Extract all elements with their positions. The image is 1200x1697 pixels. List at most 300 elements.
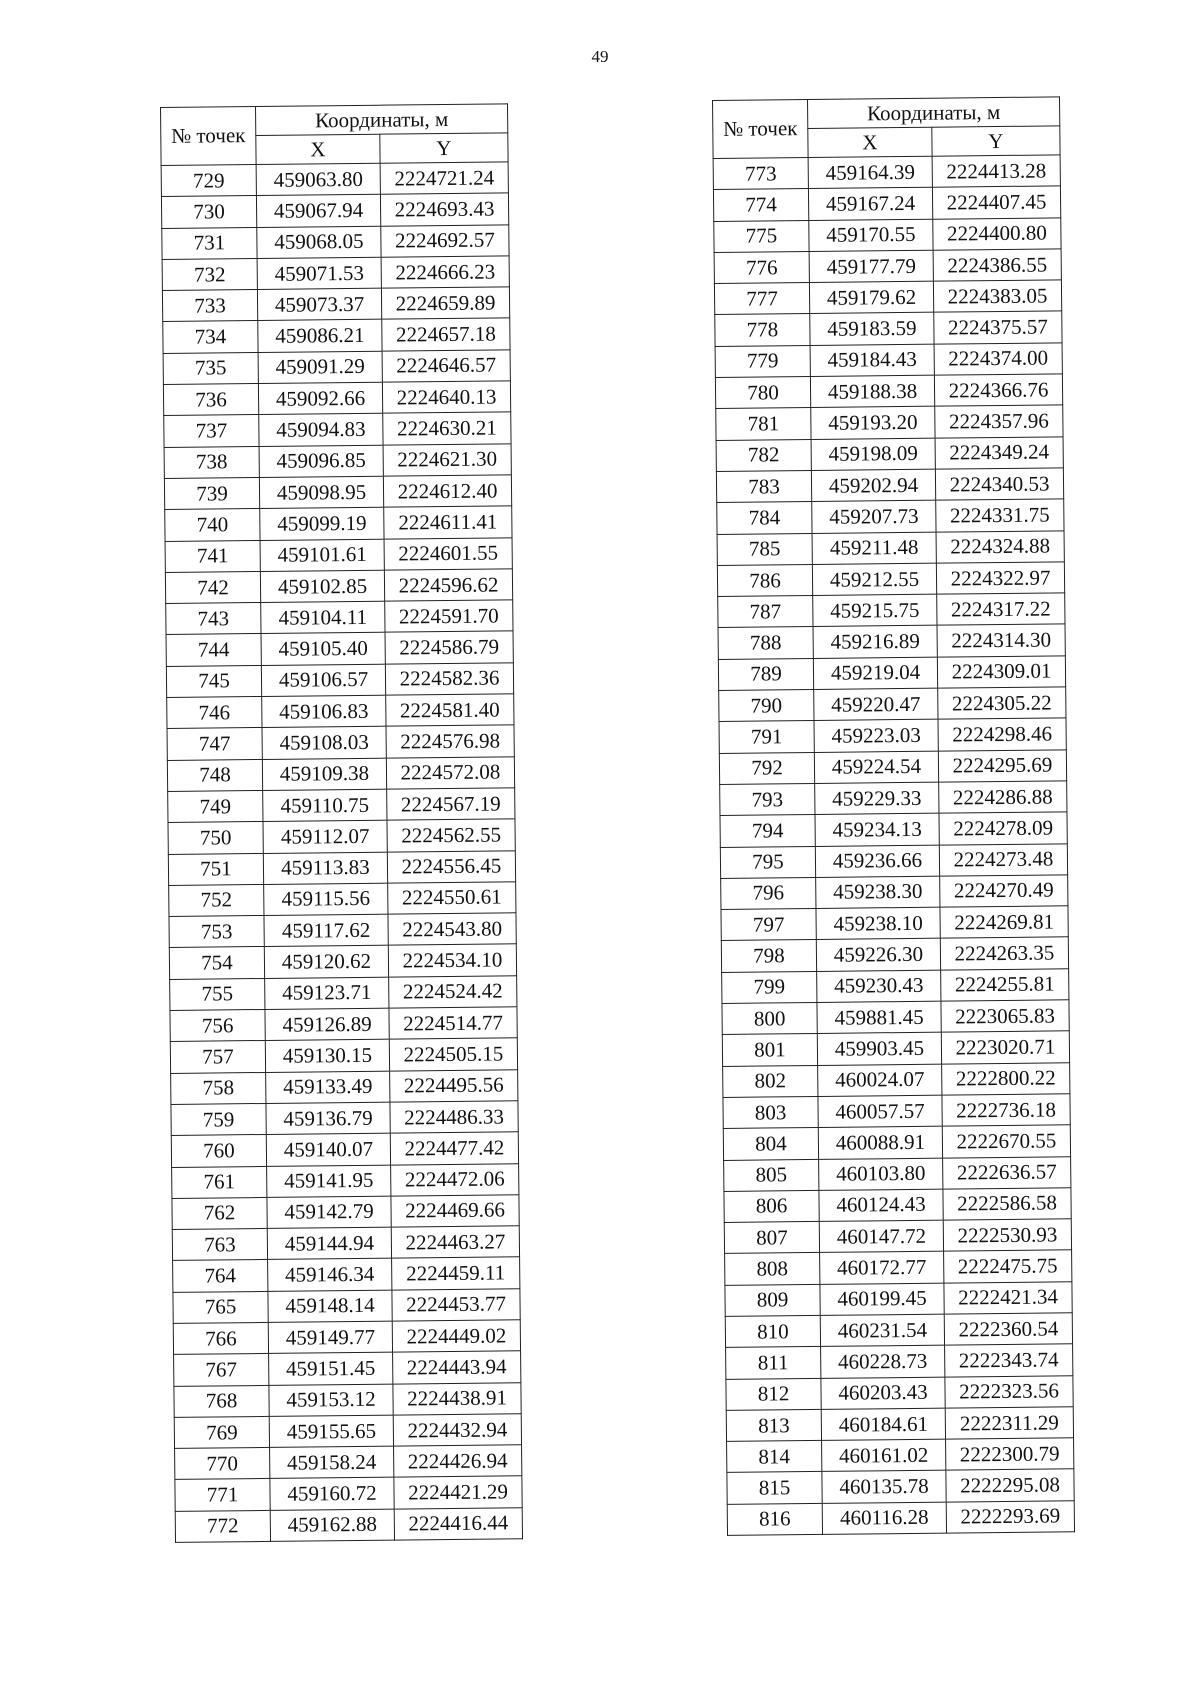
point-number-cell: 805 [724,1159,819,1191]
point-number-cell: 816 [727,1503,822,1535]
x-coordinate-cell: 459123.71 [265,977,389,1010]
table-row [721,906,1068,941]
x-coordinate-cell: 459094.83 [259,414,383,447]
x-coordinate-cell: 459167.24 [808,187,932,220]
point-number-cell: 788 [718,627,813,659]
table-row [172,1163,519,1198]
table-row [168,788,515,823]
x-coordinate-cell: 459098.95 [259,476,383,509]
x-coordinate-cell: 460199.45 [820,1283,944,1316]
table-row [174,1351,521,1386]
table-row [171,1101,518,1136]
point-number-cell: 809 [725,1284,820,1316]
coordinates-header: Координаты, м [256,104,508,136]
table-row [170,976,517,1011]
y-coordinate-cell: 2224586.79 [385,631,513,664]
point-number-cell: 802 [723,1065,818,1097]
table-row [726,1407,1073,1442]
point-number-cell: 761 [172,1166,267,1198]
table-row [723,1125,1070,1160]
table-row [169,882,516,917]
point-number-cell: 814 [727,1441,822,1473]
y-coordinate-cell: 2222360.54 [944,1313,1072,1346]
table-row [165,506,512,541]
table-row [170,1038,517,1073]
x-coordinate-cell: 459102.85 [260,570,384,603]
x-coordinate-cell: 459229.33 [815,782,939,815]
x-coordinate-cell: 460184.61 [821,1408,945,1441]
x-coordinate-cell: 459183.59 [810,313,934,346]
y-coordinate-cell: 2224640.13 [382,381,510,414]
y-coordinate-cell: 2224505.15 [389,1038,517,1071]
y-coordinate-cell: 2224416.44 [394,1508,522,1541]
x-coordinate-cell: 459110.75 [263,789,387,822]
x-coordinate-cell: 459220.47 [814,688,938,721]
x-coordinate-cell: 459223.03 [814,720,938,753]
x-coordinate-cell: 459101.61 [260,539,384,572]
y-coordinate-cell: 2224524.42 [389,976,517,1009]
table-row [719,749,1066,784]
y-coordinate-cell: 2224514.77 [389,1007,517,1040]
x-coordinate-cell: 459106.57 [261,664,385,697]
x-coordinate-cell: 459096.85 [259,445,383,478]
x-coordinate-cell: 460228.73 [821,1345,945,1378]
table-row [172,1195,519,1230]
table-row [170,1007,517,1042]
table-row [174,1414,521,1449]
table-row [720,781,1067,816]
point-number-cell: 808 [725,1253,820,1285]
x-coordinate-cell: 459086.21 [258,320,382,353]
y-coordinate-cell: 2224601.55 [384,537,512,570]
y-coordinate-cell: 2224453.77 [392,1288,520,1321]
y-coordinate-cell: 2224630.21 [383,412,511,445]
x-coordinate-cell: 459120.62 [264,946,388,979]
table-row [720,843,1067,878]
point-number-cell: 799 [722,971,817,1003]
point-number-cell: 772 [175,1510,270,1542]
x-coordinate-cell: 459136.79 [266,1102,390,1135]
point-number-cell: 743 [166,603,261,635]
y-coordinate-cell: 2224581.40 [386,694,514,727]
point-number-cell: 757 [170,1041,265,1073]
point-number-cell: 789 [718,658,813,690]
table-row [726,1375,1073,1410]
y-coordinate-cell: 2224366.76 [934,374,1062,407]
table-row [717,530,1064,565]
y-coordinate-cell: 2224556.45 [387,850,515,883]
table-row [724,1156,1071,1191]
table-row [722,1031,1069,1066]
x-coordinate-cell: 459226.30 [816,939,940,972]
y-coordinate-cell: 2222670.55 [942,1125,1070,1158]
point-number-cell: 785 [717,533,812,565]
point-number-cell: 746 [167,697,262,729]
y-coordinate-cell: 2224596.62 [384,569,512,602]
point-number-cell: 739 [164,477,259,509]
point-number-cell: 738 [164,446,259,478]
x-coordinate-cell: 460135.78 [822,1471,946,1504]
table-row [713,155,1060,190]
point-number-cell: 812 [726,1378,821,1410]
x-coordinate-cell: 460231.54 [820,1314,944,1347]
point-number-cell: 774 [713,189,808,221]
table-row [168,819,515,854]
x-coordinate-cell: 459211.48 [812,532,936,565]
table-row [171,1132,518,1167]
x-coordinate-cell: 459219.04 [813,657,937,690]
table-row [175,1508,522,1543]
x-coordinate-cell: 459164.39 [808,156,932,189]
point-number-cell: 801 [722,1034,817,1066]
y-coordinate-cell: 2224582.36 [385,663,513,696]
table-row [718,624,1065,659]
table-row [716,468,1063,503]
table-row [716,405,1063,440]
x-coordinate-cell: 459151.45 [269,1352,393,1385]
y-coordinate-cell: 2224486.33 [390,1101,518,1134]
table-row [726,1344,1073,1379]
point-number-cell: 792 [719,752,814,784]
x-coordinate-cell: 459236.66 [815,845,939,878]
table-row [162,224,509,259]
y-coordinate-cell: 2224349.24 [935,437,1063,470]
x-coordinate-cell: 460172.77 [820,1252,944,1285]
y-coordinate-cell: 2224463.27 [391,1226,519,1259]
point-number-cell: 797 [721,909,816,941]
table-row [718,656,1065,691]
table-row [722,969,1069,1004]
x-coordinate-cell: 459238.30 [816,876,940,909]
y-coordinate-cell: 2224298.46 [938,718,1066,751]
y-coordinate-cell: 2224611.41 [384,506,512,539]
point-number-cell: 750 [168,822,263,854]
y-coordinate-cell: 2222323.56 [945,1375,1073,1408]
x-coordinate-cell: 459202.94 [811,469,935,502]
point-number-cell: 729 [161,164,256,196]
table-row [718,593,1065,628]
y-coordinate-cell: 2224273.48 [939,843,1067,876]
y-coordinate-cell: 2224286.88 [939,781,1067,814]
y-coordinate-cell: 2224459.11 [392,1257,520,1290]
point-number-cell: 791 [719,721,814,753]
point-number-cell: 745 [166,665,261,697]
point-number-cell: 800 [722,1002,817,1034]
point-number-cell: 768 [174,1385,269,1417]
point-number-cell: 749 [168,790,263,822]
table-row [162,256,509,291]
x-coordinate-cell: 459130.15 [265,1039,389,1072]
x-coordinate-cell: 459193.20 [811,407,935,440]
x-coordinate-cell: 459071.53 [257,257,381,290]
table-row [719,718,1066,753]
y-coordinate-cell: 2222343.74 [945,1344,1073,1377]
point-number-cell: 787 [718,596,813,628]
y-coordinate-cell: 2224472.06 [391,1163,519,1196]
table-row [163,318,510,353]
x-coordinate-cell: 459162.88 [270,1509,394,1542]
y-coordinate-cell: 2224449.02 [392,1320,520,1353]
point-number-cell: 737 [164,415,259,447]
point-number-header: № точек [713,99,809,158]
y-coordinate-cell: 2224324.88 [936,530,1064,563]
point-number-cell: 771 [175,1479,270,1511]
x-coordinate-cell: 459184.43 [810,344,934,377]
y-coordinate-cell: 2224407.45 [932,186,1060,219]
x-coordinate-cell: 459146.34 [268,1259,392,1292]
x-coordinate-cell: 459198.09 [811,438,935,471]
y-coordinate-cell: 2222586.58 [943,1188,1071,1221]
y-coordinate-cell: 2222311.29 [945,1407,1073,1440]
y-coordinate-cell: 2224374.00 [934,343,1062,376]
table-row [724,1188,1071,1223]
table-row [722,1000,1069,1035]
point-number-cell: 794 [720,815,815,847]
x-coordinate-cell: 460203.43 [821,1377,945,1410]
point-number-cell: 806 [724,1190,819,1222]
point-number-cell: 776 [714,251,809,283]
x-coordinate-cell: 459158.24 [270,1446,394,1479]
point-number-cell: 770 [175,1448,270,1480]
y-coordinate-cell: 2224469.66 [391,1195,519,1228]
point-number-cell: 790 [719,690,814,722]
point-number-cell: 732 [162,258,257,290]
point-number-cell: 777 [714,283,809,315]
point-number-cell: 760 [171,1135,266,1167]
y-coordinate-cell: 2224400.80 [933,217,1061,250]
table-row [162,287,509,322]
y-header: Y [380,133,508,163]
x-coordinate-cell: 459108.03 [262,727,386,760]
point-number-cell: 740 [165,509,260,541]
y-coordinate-cell: 2222530.93 [943,1219,1071,1252]
table-row [717,499,1064,534]
y-coordinate-cell: 2224562.55 [387,819,515,852]
x-coordinate-cell: 459140.07 [266,1133,390,1166]
y-coordinate-cell: 2224331.75 [936,499,1064,532]
point-number-cell: 807 [724,1222,819,1254]
table-row [715,343,1062,378]
point-number-cell: 759 [171,1103,266,1135]
y-coordinate-cell: 2224269.81 [940,906,1068,939]
y-coordinate-cell: 2224413.28 [932,155,1060,188]
y-coordinate-cell: 2224659.89 [381,287,509,320]
table-row [165,569,512,604]
y-coordinate-cell: 2224657.18 [382,318,510,351]
x-header: X [256,134,380,164]
x-coordinate-cell: 460124.43 [819,1189,943,1222]
point-number-cell: 795 [720,846,815,878]
x-coordinate-cell: 459188.38 [810,375,934,408]
x-coordinate-cell: 459234.13 [815,813,939,846]
x-coordinate-cell: 459207.73 [812,500,936,533]
x-coordinate-cell: 460057.57 [818,1095,942,1128]
y-coordinate-cell: 2224567.19 [387,788,515,821]
point-number-cell: 741 [165,540,260,572]
point-number-cell: 773 [713,157,808,189]
point-number-header: № точек [161,106,257,165]
y-coordinate-cell: 2224263.35 [940,937,1068,970]
table-row [716,437,1063,472]
y-coordinate-cell: 2224534.10 [388,944,516,977]
x-coordinate-cell: 459149.77 [268,1321,392,1354]
y-coordinate-cell: 2224550.61 [388,882,516,915]
point-number-cell: 742 [165,571,260,603]
x-coordinate-cell: 459215.75 [813,594,937,627]
x-coordinate-cell: 459155.65 [269,1415,393,1448]
x-coordinate-cell: 459112.07 [263,820,387,853]
table-row [168,850,515,885]
x-coordinate-cell: 459144.94 [267,1227,391,1260]
point-number-cell: 781 [716,408,811,440]
x-coordinate-cell: 460024.07 [818,1064,942,1097]
y-coordinate-cell: 2224255.81 [941,969,1069,1002]
y-coordinate-cell: 2224591.70 [385,600,513,633]
point-number-cell: 784 [717,502,812,534]
y-coordinate-cell: 2224305.22 [938,687,1066,720]
x-coordinate-cell: 459117.62 [264,914,388,947]
table-row [725,1313,1072,1348]
point-number-cell: 744 [166,634,261,666]
x-coordinate-cell: 459153.12 [269,1384,393,1417]
table-row [723,1062,1070,1097]
y-coordinate-cell: 2222475.75 [944,1250,1072,1283]
x-coordinate-cell: 459179.62 [809,281,933,314]
point-number-cell: 786 [717,564,812,596]
table-row [719,687,1066,722]
x-coordinate-cell: 459068.05 [257,226,381,259]
table-row [171,1069,518,1104]
y-coordinate-cell: 2222293.69 [946,1501,1074,1534]
y-coordinate-cell: 2222736.18 [942,1094,1070,1127]
point-number-cell: 736 [163,384,258,416]
y-coordinate-cell: 2224692.57 [381,224,509,257]
coordinates-table-right [712,96,1075,1536]
y-coordinate-cell: 2222295.08 [946,1469,1074,1502]
y-coordinate-cell: 2224317.22 [937,593,1065,626]
x-coordinate-cell: 459177.79 [809,250,933,283]
y-coordinate-cell: 2224721.24 [380,162,508,195]
point-number-cell: 793 [720,783,815,815]
point-number-cell: 764 [173,1260,268,1292]
x-coordinate-cell: 459141.95 [267,1165,391,1198]
point-number-cell: 754 [169,947,264,979]
x-coordinate-cell: 459148.14 [268,1290,392,1323]
x-coordinate-cell: 459142.79 [267,1196,391,1229]
x-coordinate-cell: 460161.02 [822,1439,946,1472]
point-number-cell: 747 [167,728,262,760]
point-number-cell: 730 [161,196,256,228]
table-row [167,725,514,760]
table-row [165,537,512,572]
x-coordinate-cell: 459091.29 [258,351,382,384]
y-coordinate-cell: 2224495.56 [390,1069,518,1102]
point-number-cell: 763 [172,1229,267,1261]
point-number-cell: 778 [715,314,810,346]
y-coordinate-cell: 2224477.42 [390,1132,518,1165]
x-coordinate-cell: 459073.37 [257,288,381,321]
y-coordinate-cell: 2224666.23 [381,256,509,289]
point-number-cell: 731 [162,227,257,259]
y-coordinate-cell: 2224322.97 [936,562,1064,595]
point-number-cell: 769 [174,1416,269,1448]
table-row [166,663,513,698]
point-number-cell: 803 [723,1096,818,1128]
y-coordinate-cell: 2224309.01 [937,656,1065,689]
y-coordinate-cell: 2224443.94 [393,1351,521,1384]
table-row [164,444,511,479]
x-coordinate-cell: 459133.49 [266,1071,390,1104]
table-row [715,311,1062,346]
y-coordinate-cell: 2224295.69 [938,749,1066,782]
table-row [727,1469,1074,1504]
table-row [161,162,508,197]
point-number-cell: 748 [167,759,262,791]
y-coordinate-cell: 2224357.96 [935,405,1063,438]
point-number-cell: 751 [168,853,263,885]
y-coordinate-cell: 2222421.34 [944,1281,1072,1314]
x-coordinate-cell: 460088.91 [818,1126,942,1159]
page-number: 49 [591,47,609,66]
table-row [166,631,513,666]
x-coordinate-cell: 459212.55 [812,563,936,596]
y-coordinate-cell: 2224432.94 [393,1414,521,1447]
y-header: Y [932,126,1060,156]
x-coordinate-cell: 459115.56 [264,883,388,916]
table-row [714,217,1061,252]
y-coordinate-cell: 2224278.09 [939,812,1067,845]
x-coordinate-cell: 460147.72 [819,1220,943,1253]
y-coordinate-cell: 2222636.57 [943,1156,1071,1189]
point-number-cell: 767 [174,1354,269,1386]
x-coordinate-cell: 459104.11 [261,601,385,634]
x-coordinate-cell: 459903.45 [817,1032,941,1065]
y-coordinate-cell: 2223020.71 [941,1031,1069,1064]
table-row [725,1281,1072,1316]
point-number-cell: 815 [727,1472,822,1504]
y-coordinate-cell: 2224576.98 [386,725,514,758]
coordinates-table-left [160,103,523,1543]
x-coordinate-cell: 459067.94 [256,194,380,227]
table-row [163,381,510,416]
point-number-cell: 810 [725,1315,820,1347]
point-number-cell: 753 [169,916,264,948]
point-number-cell: 779 [715,345,810,377]
table-body-right [713,155,1074,1536]
table-row [714,280,1061,315]
point-number-cell: 804 [723,1128,818,1160]
point-number-cell: 782 [716,439,811,471]
x-coordinate-cell: 459126.89 [265,1008,389,1041]
y-coordinate-cell: 2224693.43 [380,193,508,226]
table-row [175,1476,522,1511]
x-coordinate-cell: 459113.83 [263,852,387,885]
point-number-cell: 765 [173,1291,268,1323]
table-row [166,600,513,635]
table-row [164,412,511,447]
table-row [167,694,514,729]
table-row [167,756,514,791]
point-number-cell: 783 [716,470,811,502]
table-row [720,812,1067,847]
table-row [174,1382,521,1417]
point-number-cell: 735 [163,352,258,384]
y-coordinate-cell: 2224543.80 [388,913,516,946]
x-coordinate-cell: 459092.66 [258,382,382,415]
table-row [175,1445,522,1480]
y-coordinate-cell: 2224612.40 [383,475,511,508]
y-coordinate-cell: 2224572.08 [386,756,514,789]
